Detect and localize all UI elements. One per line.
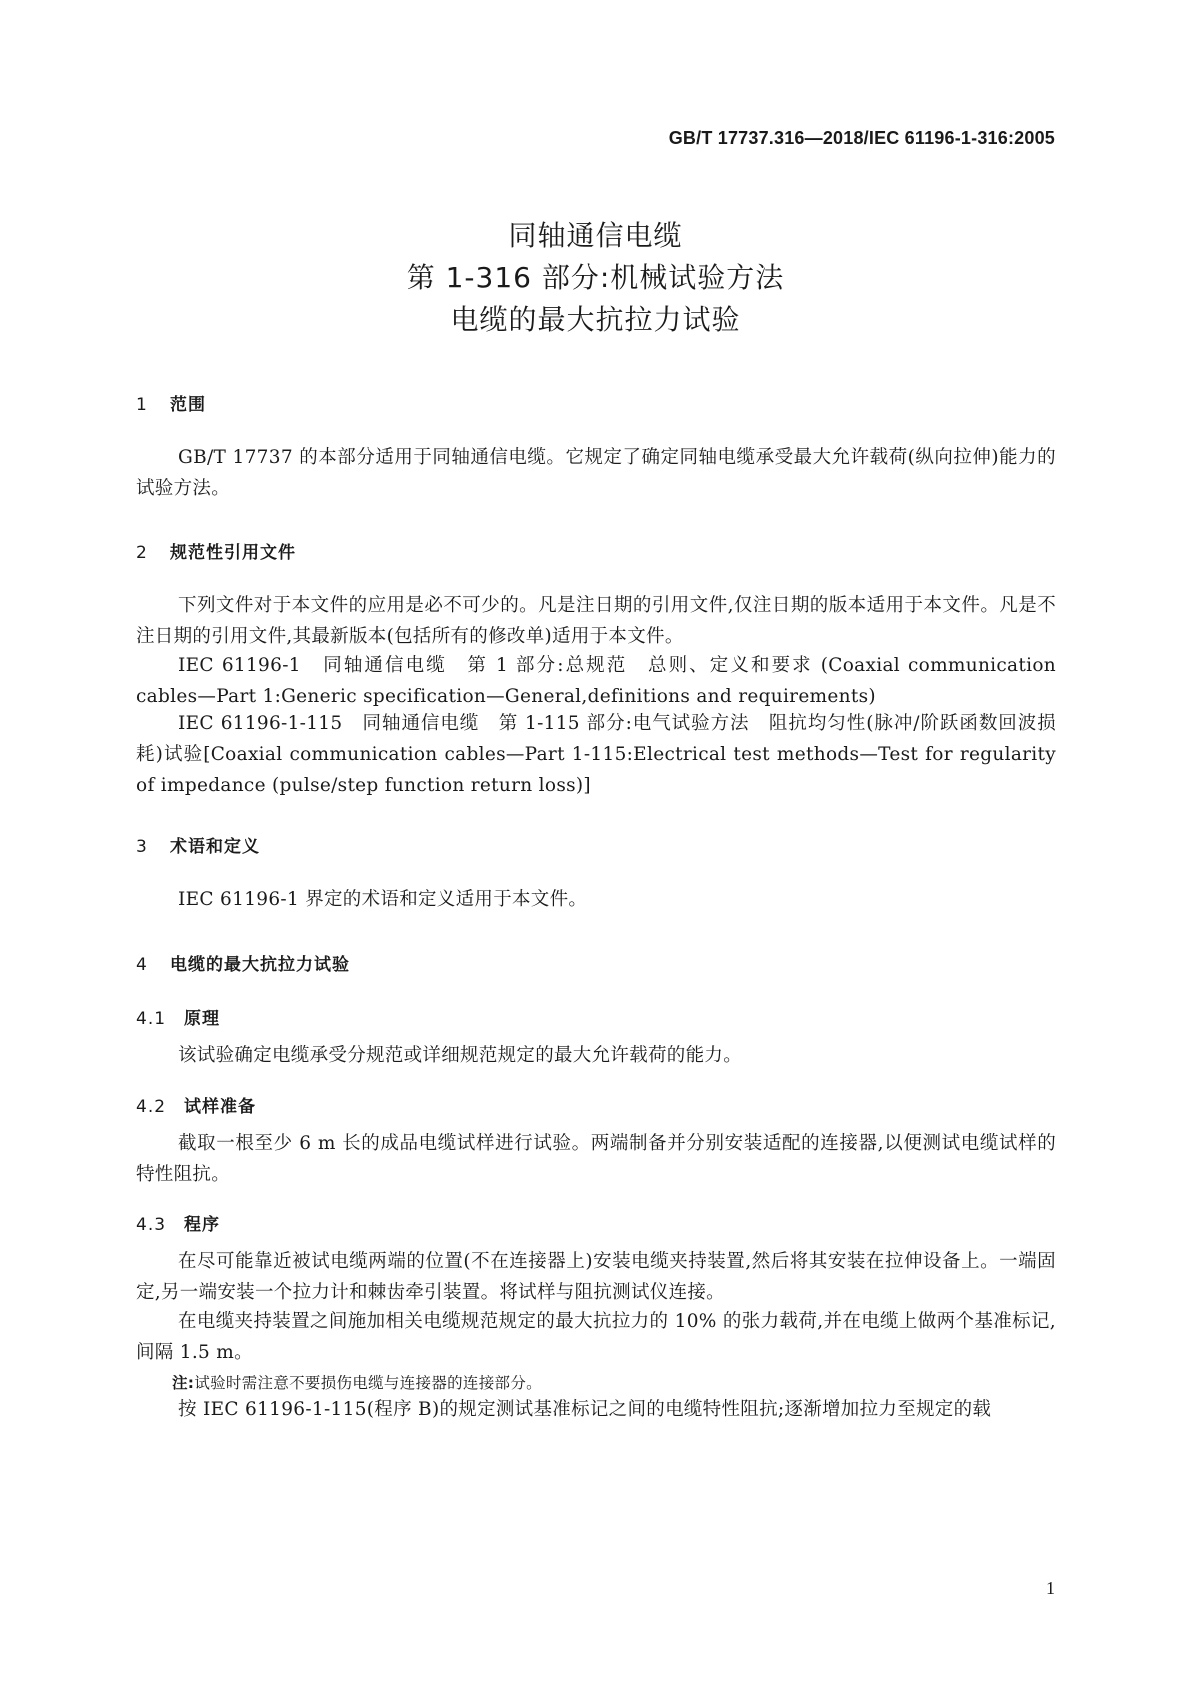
- section-4-3-paragraph-3: 按 IEC 61196-1-115(程序 B)的规定测试基准标记之间的电缆特性阻抗;逐渐增加拉力至规定的载: [178, 1399, 992, 1420]
- page-number: 1: [1046, 1578, 1055, 1598]
- section-title: 术语和定义: [170, 837, 260, 857]
- reference-iec-61196-1: IEC 61196-1 同轴通信电缆 第 1 部分:总规范 总则、定义和要求 (Coaxial communication cables—Part 1:Generic specification—General,definitions and requirements): [136, 655, 1056, 707]
- section-number: 4: [136, 955, 148, 975]
- section-title: 原理: [184, 1009, 220, 1029]
- section-4-heading: [136, 950, 350, 975]
- section-title: 程序: [184, 1215, 220, 1235]
- section-4-3-heading: [136, 1210, 220, 1235]
- section-4-1-heading: [136, 1004, 220, 1029]
- section-4-3-paragraph-2: 在电缆夹持装置之间施加相关电缆规范规定的最大抗拉力的 10% 的张力载荷,并在电缆上做两个基准标记,间隔 1.5 m。: [136, 1311, 1056, 1363]
- note-text: 试验时需注意不要损伤电缆与连接器的连接部分。: [194, 1374, 542, 1392]
- standard-code: GB/T 17737.316—2018/IEC 61196-1-316:2005: [668, 128, 1055, 148]
- section-3-paragraph: IEC 61196-1 界定的术语和定义适用于本文件。: [178, 889, 588, 910]
- note-label: 注:: [172, 1374, 195, 1392]
- section-1-heading: [136, 390, 206, 415]
- title-line-3: 电缆的最大抗拉力试验: [450, 303, 741, 336]
- section-4-2-paragraph: 截取一根至少 6 m 长的成品电缆试样进行试验。两端制备并分别安装适配的连接器,以便测试电缆试样的特性阻抗。: [136, 1133, 1056, 1185]
- section-number: 4.2: [136, 1097, 167, 1117]
- section-number: 2: [136, 543, 148, 563]
- note: [172, 1371, 542, 1393]
- section-4-1-paragraph: 该试验确定电缆承受分规范或详细规范规定的最大允许载荷的能力。: [178, 1045, 743, 1066]
- reference-iec-61196-1-115: IEC 61196-1-115 同轴通信电缆 第 1-115 部分:电气试验方法 阻抗均匀性(脉冲/阶跃函数回波损耗)试验[Coaxial communication cables—Part 1-115:Electrical test methods—Test for regularity of impedance (pulse/step function return loss)]: [136, 713, 1056, 796]
- section-3-heading: [136, 832, 260, 857]
- section-2-paragraph: 下列文件对于本文件的应用是必不可少的。凡是注日期的引用文件,仅注日期的版本适用于本文件。凡是不注日期的引用文件,其最新版本(包括所有的修改单)适用于本文件。: [136, 595, 1056, 647]
- section-number: 4.1: [136, 1009, 167, 1029]
- section-2-heading: [136, 538, 296, 563]
- title-line-1: 同轴通信电缆: [508, 219, 683, 252]
- section-title: 试样准备: [184, 1097, 256, 1117]
- section-1-paragraph: GB/T 17737 的本部分适用于同轴通信电缆。它规定了确定同轴电缆承受最大允许载荷(纵向拉伸)能力的试验方法。: [136, 447, 1056, 499]
- section-title: 范围: [170, 395, 206, 415]
- section-title: 电缆的最大抗拉力试验: [170, 955, 350, 975]
- section-number: 1: [136, 395, 148, 415]
- section-number: 3: [136, 837, 148, 857]
- section-4-3-paragraph-1: 在尽可能靠近被试电缆两端的位置(不在连接器上)安装电缆夹持装置,然后将其安装在拉伸设备上。一端固定,另一端安装一个拉力计和棘齿牵引装置。将试样与阻抗测试仪连接。: [136, 1251, 1056, 1303]
- title-line-2: 第 1-316 部分:机械试验方法: [406, 261, 785, 294]
- section-4-2-heading: [136, 1092, 256, 1117]
- section-number: 4.3: [136, 1215, 167, 1235]
- section-title: 规范性引用文件: [170, 543, 296, 563]
